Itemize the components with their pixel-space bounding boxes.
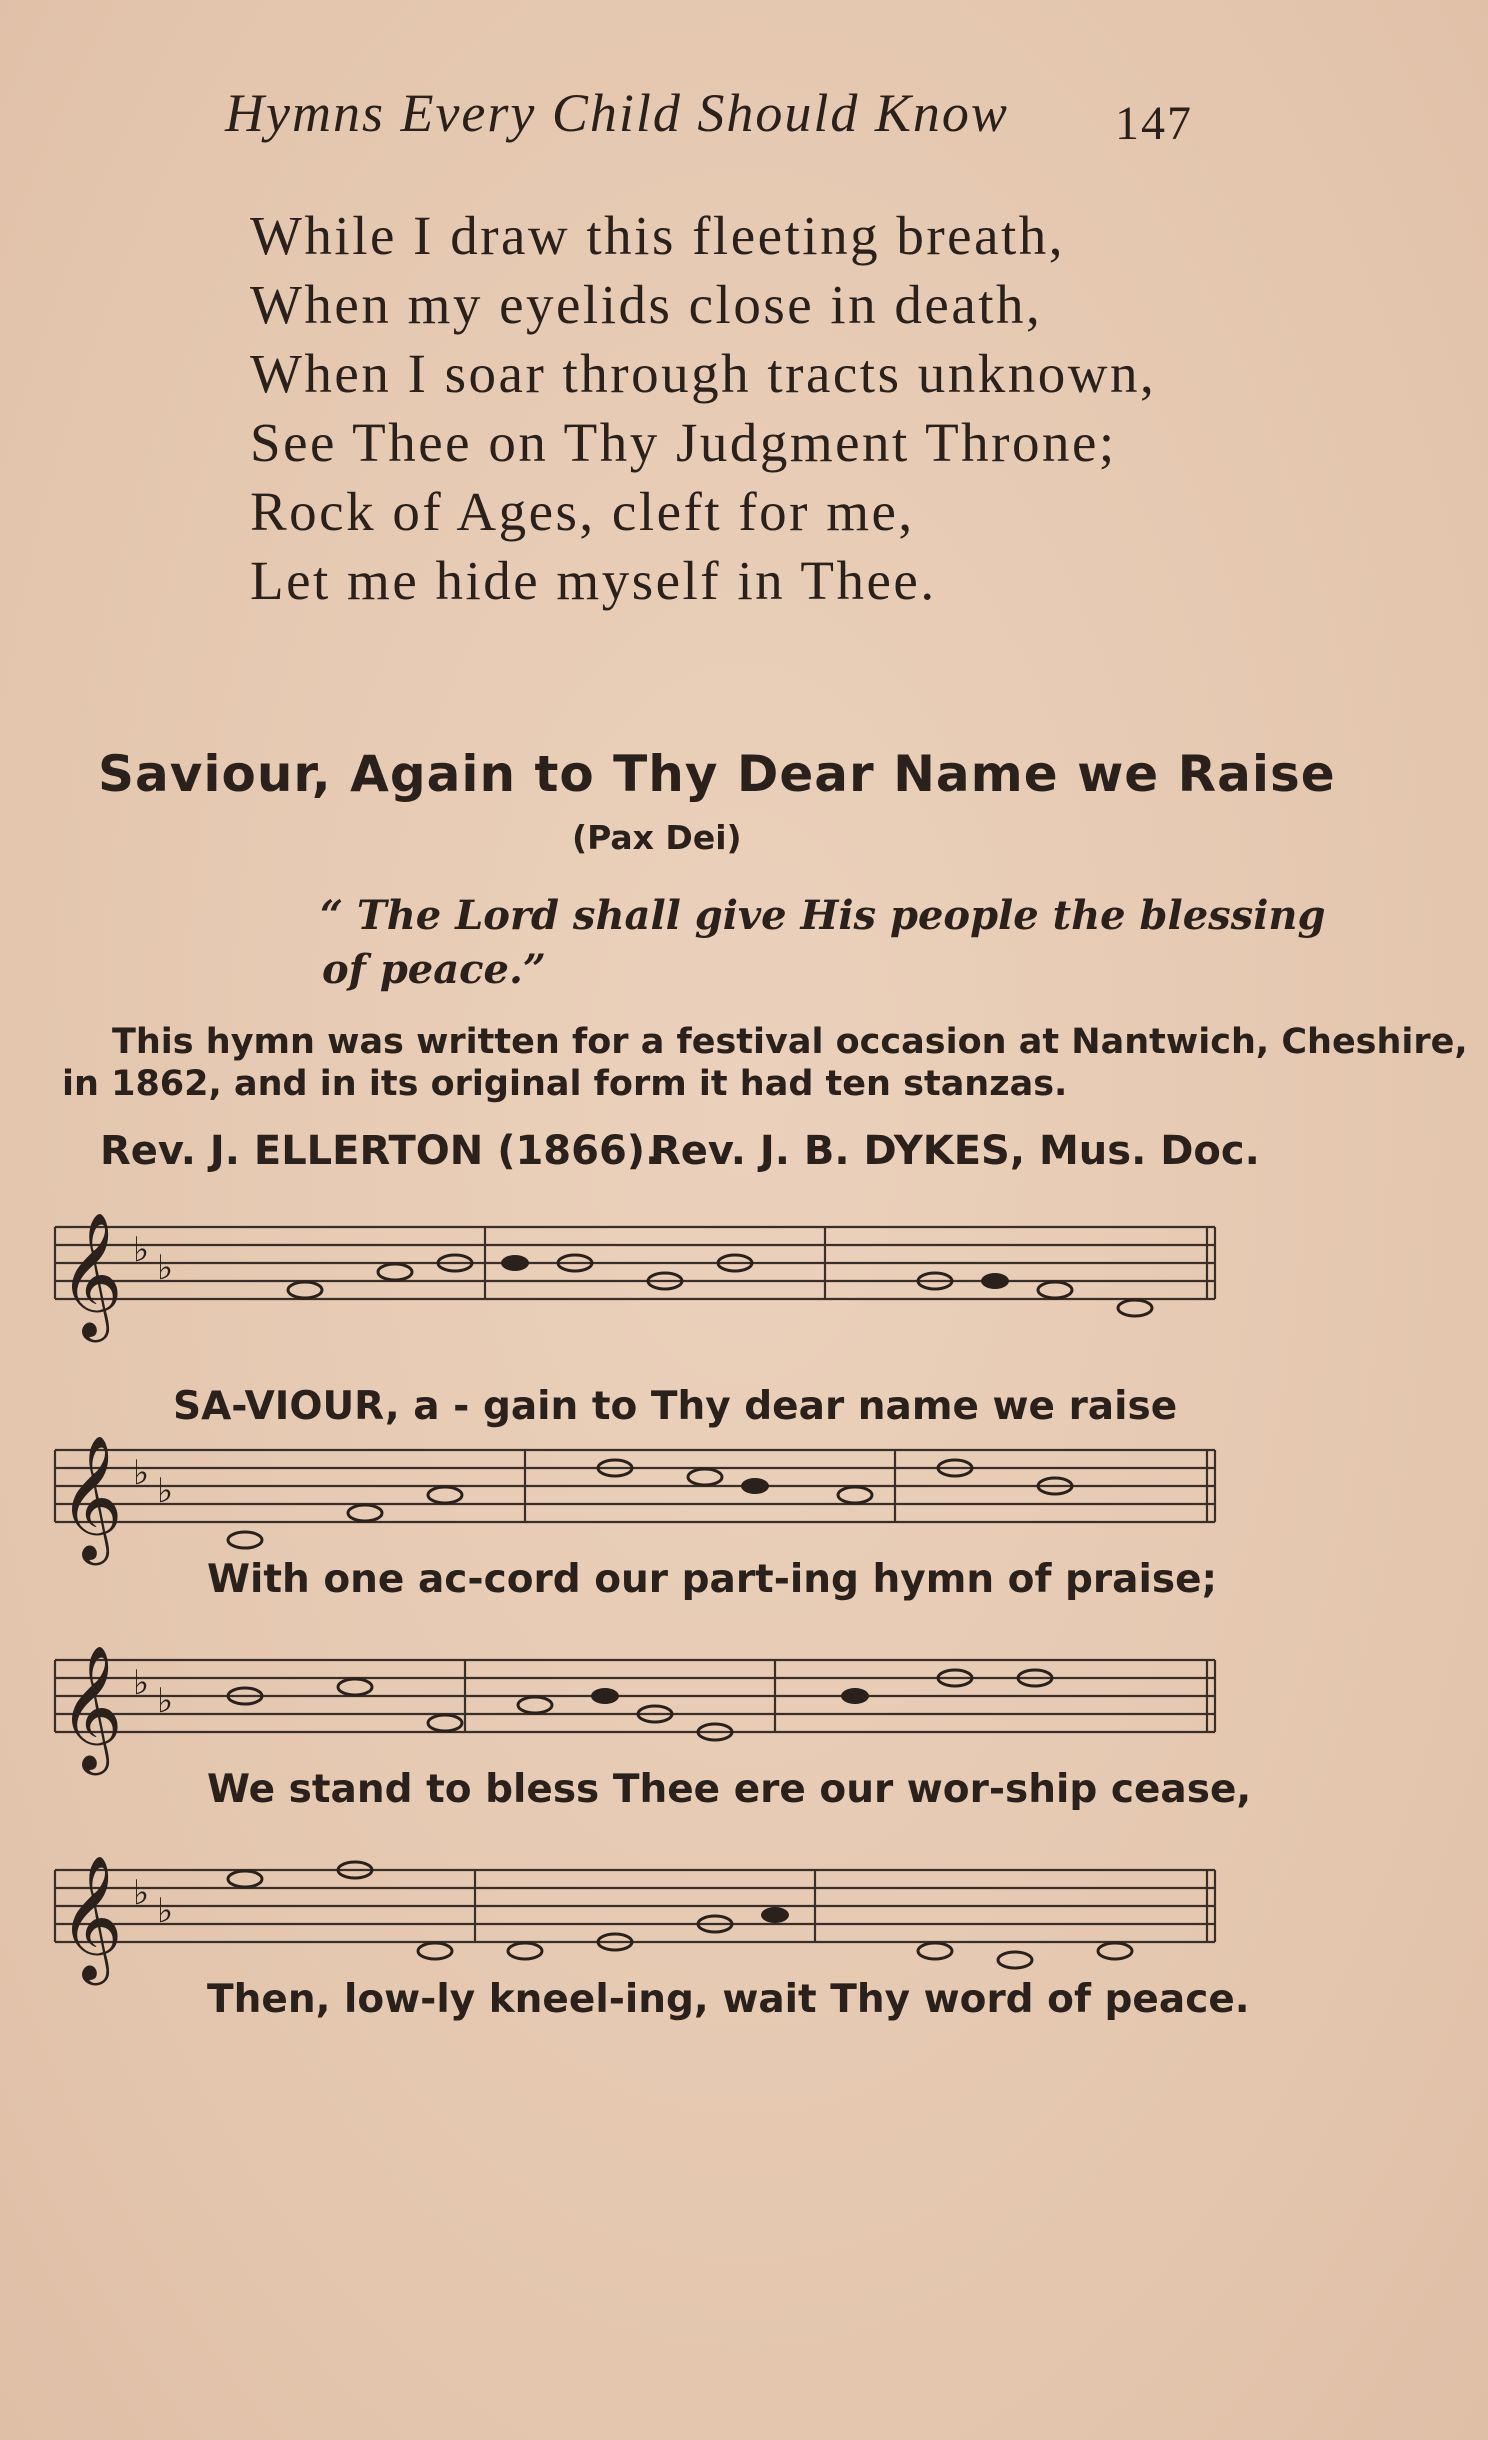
tune-name: (Pax Dei) — [572, 818, 742, 857]
author-credit: Rev. J. ELLERTON (1866). — [100, 1128, 661, 1174]
verse-line: While I draw this fleeting breath, — [250, 205, 1066, 266]
music-staff — [55, 1428, 1225, 1602]
flat-icon: ♭ — [133, 1663, 150, 1703]
lyric-line: SA-VIOUR, a - gain to Thy dear name we raise — [173, 1384, 1178, 1429]
composer-credit: Rev. J. B. DYKES, Mus. Doc. — [650, 1128, 1260, 1174]
music-staff — [55, 1638, 1252, 1812]
epigraph: “ The Lord shall give His people the blessing — [320, 892, 1326, 939]
running-title: Hymns Every Child Should Know — [225, 83, 1009, 143]
verse-line: When I soar through tracts unknown, — [250, 343, 1157, 404]
flat-icon: ♭ — [157, 1681, 174, 1721]
flat-icon: ♭ — [133, 1230, 150, 1270]
flat-icon: ♭ — [157, 1891, 174, 1931]
hymn-title: Saviour, Again to Thy Dear Name we Raise — [98, 745, 1336, 803]
verse-line: When my eyelids close in death, — [250, 274, 1043, 335]
page-number: 147 — [1115, 97, 1193, 150]
lyric-line: We stand to bless Thee ere our wor-ship cease, — [207, 1767, 1252, 1812]
lyric-line: Then, low-ly kneel-ing, wait Thy word of peace. — [207, 1977, 1250, 2022]
treble-clef-icon: 𝄞 — [59, 1212, 123, 1337]
flat-icon: ♭ — [157, 1471, 174, 1511]
music-staff — [55, 1848, 1250, 2022]
verse-line: See Thee on Thy Judgment Throne; — [250, 412, 1117, 473]
verse-line: Rock of Ages, cleft for me, — [250, 481, 915, 542]
music-staff — [55, 1205, 1225, 1429]
hymn-note: This hymn was written for a festival occasion at Nantwich, Cheshire, — [112, 1022, 1468, 1062]
lyric-line: With one ac-cord our part-ing hymn of praise; — [207, 1557, 1218, 1602]
treble-clef-icon: 𝄞 — [59, 1435, 123, 1560]
verse-line: Let me hide myself in Thee. — [250, 550, 937, 611]
epigraph: of peace.” — [322, 946, 546, 993]
treble-clef-icon: 𝄞 — [59, 1645, 123, 1770]
flat-icon: ♭ — [133, 1873, 150, 1913]
treble-clef-icon: 𝄞 — [59, 1855, 123, 1980]
flat-icon: ♭ — [133, 1453, 150, 1493]
flat-icon: ♭ — [157, 1248, 174, 1288]
hymn-note: in 1862, and in its original form it had ten stanzas. — [62, 1064, 1068, 1104]
